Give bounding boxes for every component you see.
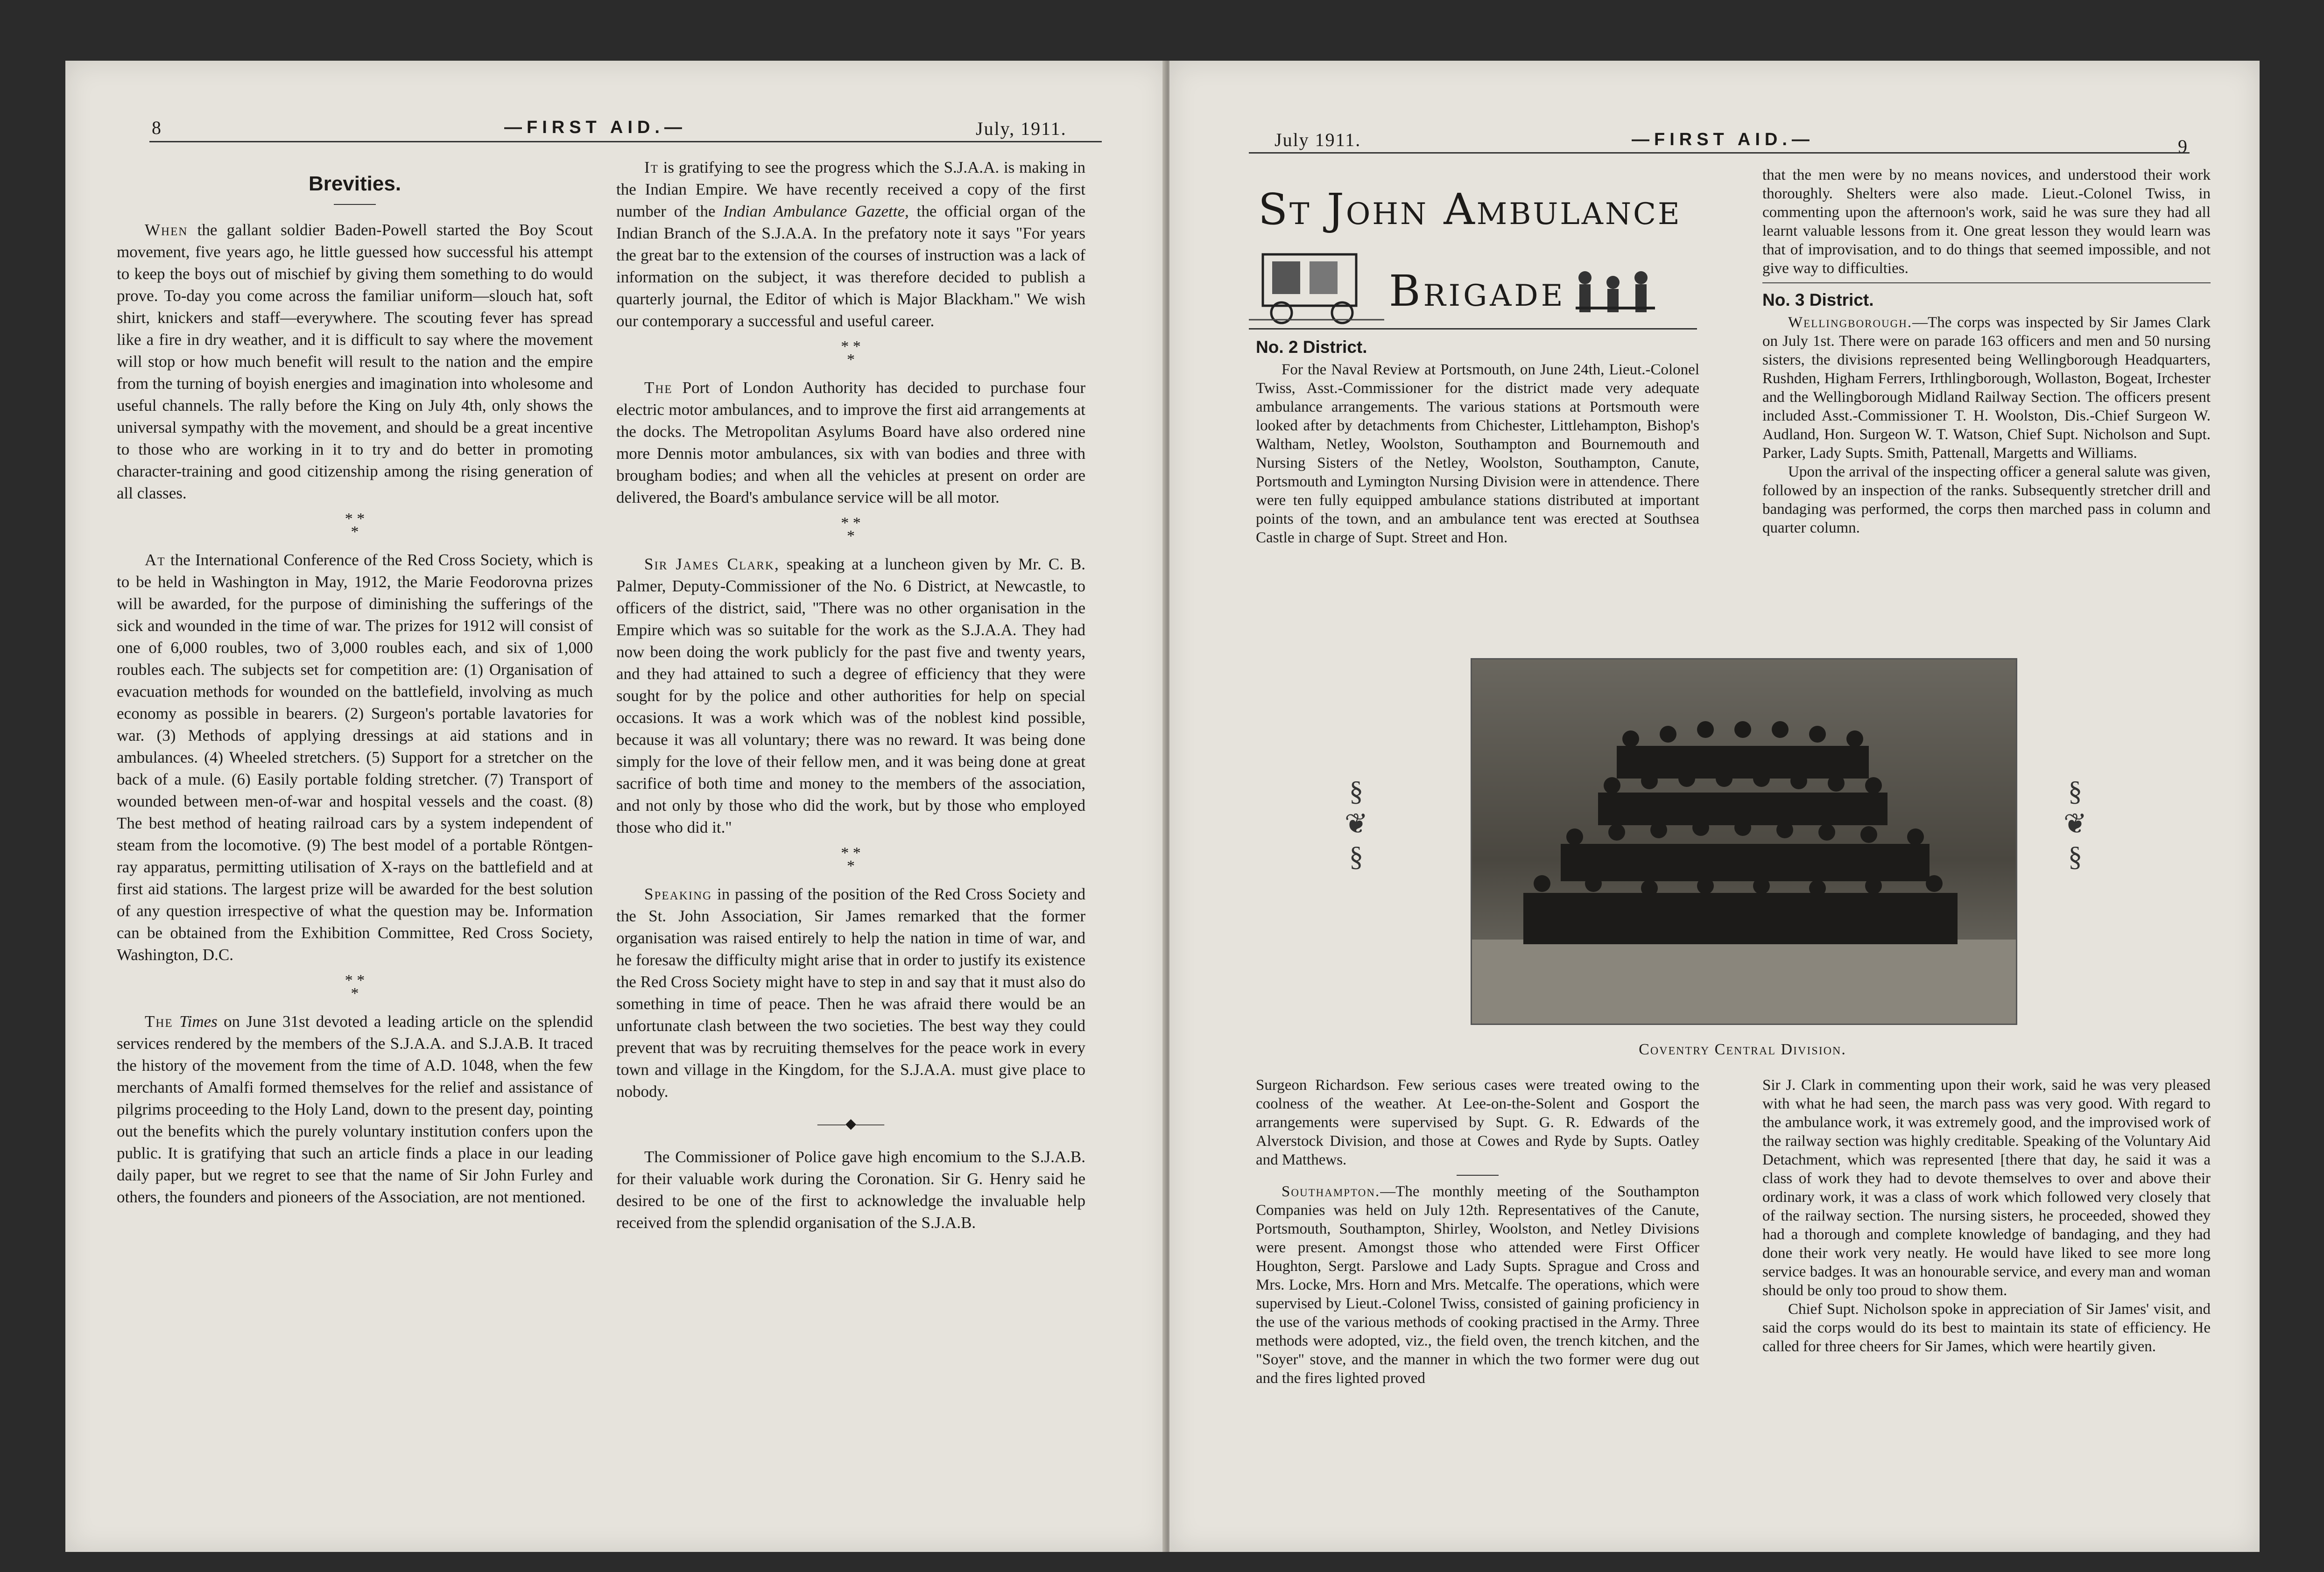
header-rule	[149, 141, 1102, 142]
page-number: 9	[2178, 136, 2188, 157]
short-rule	[1457, 1175, 1499, 1176]
section-heading: Brevities.	[308, 172, 401, 195]
left-column-2	[616, 156, 1085, 1234]
short-rule	[334, 204, 376, 205]
photo-caption: Coventry Central Division.	[1639, 1041, 1846, 1058]
paragraph: Wellingborough.—The corps was inspected by Sir James Clark on July 1st. There were on parade 163 officers and men and 50 nursing sisters, the divisions represented being Wellingborough Headquarters, Rushden, Higham Ferrers, Irthlingborough, Wollaston, Bogeat, Irchester and the Wellingborough Midland Railway Section. The officers present included Asst.-Commissioner T. H. Woolston, Dis.-Chief Surgeon W. Audland, Hon. Surgeon W. T. Watson, Chief Supt. Nicholson and Supt. Parker, Lady Supts. Smith, Pattenall, Margetts and Williams.	[1762, 314, 2211, 462]
paragraph: Chief Supt. Nicholson spoke in appreciation of Sir James' visit, and said the corps would do its best to maintain its state of efficiency. He called for three cheers for Sir James, which were heartily given.	[1762, 1301, 2211, 1355]
left-column-1	[117, 173, 593, 1208]
scroll-ornament-right: § ❦ §	[2063, 776, 2087, 872]
paragraph: The Commissioner of Police gave high encomium to the S.J.A.B. for their valuable work during the Coronation. Sir G. Henry said he desired to be one of the first to acknowledge the invaluable help received from the splendid organisation of the S.J.A.B.	[616, 1148, 1085, 1232]
page-date: July 1911.	[1275, 129, 1361, 150]
paragraph: Sir J. Clark in commenting upon their work, said he was very pleased with what he had seen, the march pass was very good. With regard to the ambulance work, it was extremely good, and the improvised work of the railway section was highly creditable. Speaking of the Voluntary Aid Detachment, which was represented [there that day, he said it was a class of work they had to devote themselves to over and above their ordinary work, it was a class of work which followed very closely that of the railway section. The nursing sisters, he proceeded, showed they had a thorough and complete knowledge of bandaging, and they had done their work very neatly. He would have liked to see more long service badges. It was an honourable service, and every man and woman should be only too proud to show them.	[1762, 1077, 2211, 1299]
paragraph: Surgeon Richardson. Few serious cases were treated owing to the coolness of the weather. At Lee-on-the-Solent and Gosport the arrangements were supervised by Supt. G. R. Edwards of the Alverstock Division, and those at Cowes and Ryde by Supts. Oatley and Matthews.	[1256, 1077, 1699, 1168]
group-photograph	[1471, 658, 2017, 1025]
scroll-ornament-left: § ❦ §	[1344, 776, 1368, 872]
page-number: 8	[152, 117, 162, 138]
masthead-rule	[1249, 328, 1697, 330]
paragraph: Southampton.—The monthly meeting of the Southampton Companies was held on July 12th. Representatives of the Canute, Portsmouth, Southampton, Shirley, Woolston, and Netley Divisions were present. Amongst those who attended were First Officer Houghton, Sergt. Parslowe and Lady Supts. Sprague and Cross and Mrs. Locke, Mrs. Horn and Mrs. Metcalfe. The operations, which were supervised by Lieut.-Colonel Twiss, consisted of gaining proficiency in the use of the various methods of cooking practised in the Army. Three methods were adopted, viz., the field oven, the trench kitchen, and the "Soyer" stove, and the manner in which the two former were dug out and the fires lighted proved	[1256, 1183, 1699, 1387]
paragraph: that the men were by no means novices, and understood their work thoroughly. Shelters were also made. Lieut.-Colonel Twiss, in commenting upon the afternoon's work, said he was sure they had all learnt valuable lessons from it. One great lesson they would learn was that of improvisation, and to do things that seemed impossible, and not give way to difficulties.	[1762, 167, 2211, 277]
separator-rule	[1762, 282, 2211, 283]
running-title: —FIRST AID.—	[504, 118, 687, 137]
left-page	[65, 61, 1167, 1552]
asterism: * * *	[841, 844, 861, 875]
ambulance-wagon-illustration	[1249, 245, 1389, 324]
paragraph: Speaking in passing of the position of the Red Cross Society and the St. John Association, Sir James remarked that the former organisation was raised entirely to help the nation in time of war, and he foresaw the difficulty might arise that in order to justify its existence the Red Cross Society might have to step in and say that it must also do something in time of peace. Then he was afraid there would be an unfortunate clash between the two societies. The best way they could prevent that was by recruiting themselves for the peace work in every town and village in the Kingdom, for the S.J.A.A. must give place to nobody.	[616, 885, 1085, 1101]
stretcher-bearers-illustration	[1566, 264, 1660, 324]
paragraph: At the International Conference of the Red Cross Society, which is to be held in Washington in May, 1912, the Marie Feodorovna prizes will be awarded, for the purpose of diminishing the sufferings of the sick and wounded in the time of war. The prizes for 1912 will consist of one of 6,000 roubles, two of 3,000 roubles each, and six of 1,000 roubles each. The subjects set for competition are: (1) Organisation of evacuation methods for wounded on the battlefield, involving as much economy as possible in bearers. (2) Surgeon's portable lavatories for war. (3) Methods of applying dressings at aid stations and in ambulances. (4) Wheeled stretchers. (5) Support for a stretcher on the back of a mule. (6) Easily portable folding stretcher. (7) Transport of wounded between men-of-war and hospital vessels and the coast. (8) The best method of heating railroad cars by a system independent of steam from the locomotive. (9) The best model of a portable Röntgen-ray apparatus, permitting utilisation of X-rays on the battlefield and at first aid stations. The largest prize will be awarded for the best solution of any question irrespective of what the question may be. Information can be obtained from the Exhibition Committee, Red Cross Society, Washington, D.C.	[117, 551, 593, 964]
asterism: * * *	[345, 972, 365, 1002]
right-column-1-bottom	[1256, 1076, 1699, 1388]
right-column-1-top	[1256, 336, 1699, 547]
header-rule	[1249, 152, 2190, 154]
paragraph: The Port of London Authority has decided to purchase four electric motor ambulances, and to improve the first aid arrangements at the docks. The Metropolitan Asylums Board have also ordered nine more Dennis motor ambulances, six with van bodies and three with brougham bodies; and when all the vehicles at present on order are delivered, the Board's ambulance service will be all motor.	[616, 379, 1085, 506]
asterism: * * *	[841, 514, 861, 545]
paragraph: For the Naval Review at Portsmouth, on June 24th, Lieut.-Colonel Twiss, Asst.-Commissioner for the district made very adequate ambulance arrangements. The various stations at Portsmouth were looked after by detachments from Chichester, Littlehampton, Bishop's Waltham, Netley, Woolston, Southampton and Bournemouth and Nursing Sisters of the Netley, Woolston, Southampton, Canute, Portsmouth and Lymington Nursing Division were in attendence. There were ten fully equipped ambulance stations distributed at important points of the town, and an ambulance tent was erected at Southsea Castle in charge of Supt. Street and Hon.	[1256, 361, 1699, 546]
right-column-2-top	[1762, 166, 2211, 537]
photo-placeholder-illustration	[1472, 660, 2016, 1024]
asterism: * * *	[345, 510, 365, 540]
paragraph: It is gratifying to see the progress which the S.J.A.A. is making in the Indian Empire. We have recently received a copy of the first number of the Indian Ambulance Gazette, the official organ of the Indian Branch of the S.J.A.A. In the prefatory note it says "For years the great bar to the extension of the courses of instruction was a lack of information on the subject, it was therefore decided to publish a quarterly journal, the Editor of which is Major Blackham." We wish our contemporary a successful and useful career.	[616, 158, 1086, 330]
paragraph: Sir James Clark, speaking at a luncheon given by Mr. C. B. Palmer, Deputy-Commissioner of the No. 6 District, at Newcastle, to officers of the district, said, "There was no other organisation in the Empire which was so suitable for the work as the S.J.A.A. They had now been doing the work publicly for the past five and twenty years, and they had attained to such a degree of efficiency that they were sought for by the police and other authorities for help on special occasions. It was a work which was of the noblest kind possible, because it was all voluntary; there was no reward. It was being done simply for the love of their fellow men, and it was being done at great sacrifice of both time and money to the members of the association, and not only by those who did the work, but by those who employed those who did it."	[616, 555, 1085, 836]
dash-ornament: ——◆——	[817, 1116, 885, 1131]
page-date: July, 1911.	[976, 118, 1067, 139]
paragraph: Upon the arrival of the inspecting officer a general salute was given, followed by an inspection of the ranks. Subsequently stretcher drill and bandaging was performed, the corps then marched pass in column and quarter column.	[1762, 463, 2211, 536]
masthead-subtitle: Brigade	[1389, 266, 1566, 316]
district-heading: No. 2 District.	[1256, 337, 1367, 357]
right-column-2-bottom	[1762, 1076, 2211, 1356]
right-page	[1169, 61, 2260, 1552]
asterism: * * *	[841, 338, 861, 368]
masthead	[1249, 180, 1697, 329]
paragraph: The Times on June 31st devoted a leading article on the splendid services rendered by the members of the S.J.A.A. and S.J.A.B. It traced the history of the movement from the time of A.D. 1048, when the few merchants of Amalfi formed themselves for the relief and assistance of pilgrims proceeding to the Holy Land, down to the present day, pointing out the benefits which the purely voluntary institution confers upon the public. It is gratifying that such an article finds a place in our leading daily paper, but we regret to see that the name of Sir John Furley and others, the founders and pioneers of the Association, are not mentioned.	[117, 1012, 593, 1206]
masthead-title: St John Ambulance	[1258, 184, 1682, 234]
paragraph: When the gallant soldier Baden-Powell started the Boy Scout movement, five years ago, he little guessed how successful his attempt to keep the boys out of mischief by giving them something to do would prove. To-day you come across the familiar uniform—slouch hat, soft shirt, knickers and staff—everywhere. The scouting fever has spread like a fire in dry weather, and it is difficult to say where the movement will stop or how much benefit will result to the nation and the empire from the turning of boyish energies and imagination into wholesome and useful channels. The rally before the King on July 4th, only shows the universal sympathy with the movement, and should be a great incentive to those who are working in it to try and do better in promoting character-training and good citizenship among the rising generation of all classes.	[117, 221, 593, 502]
district-heading: No. 3 District.	[1762, 290, 1874, 309]
running-title: —FIRST AID.—	[1632, 130, 1814, 149]
